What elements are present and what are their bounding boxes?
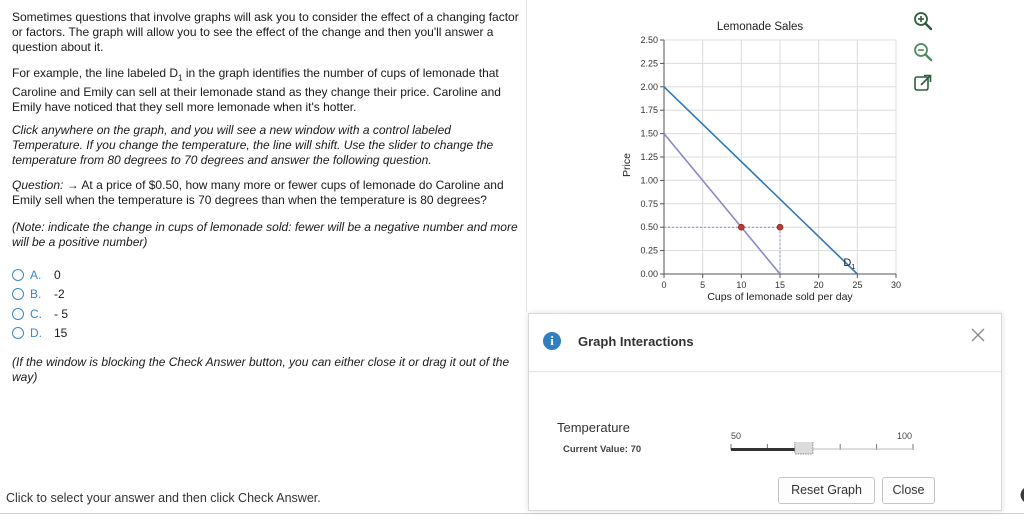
answer-options: [12, 265, 68, 343]
slider-max-label: 100: [897, 431, 913, 441]
y-tick-label: 2.00: [640, 81, 658, 92]
x-axis-label: Cups of lemonade sold per day: [707, 291, 853, 303]
graph-interactions-dialog[interactable]: [528, 313, 1002, 511]
dialog-title: Graph Interactions: [578, 334, 694, 349]
close-icon[interactable]: [969, 326, 987, 344]
y-tick-label: 1.25: [640, 152, 658, 162]
y-tick-label: 1.50: [640, 128, 658, 139]
current-value-label: Current Value: 70: [563, 444, 642, 455]
lemonade-sales-chart[interactable]: [600, 10, 910, 310]
slider-min-label: 50: [731, 431, 742, 441]
data-point-marker[interactable]: [777, 224, 783, 230]
y-tick-label: 0.75: [640, 198, 658, 209]
chart-grid: [664, 40, 896, 274]
chart-axes: [640, 35, 901, 290]
instructions-text: Click anywhere on the graph, and you will see a new window with a control labeled Temperature. If you change the temperature, the line will shift. Use the slider to change the temperature from 80 degrees to 70 degrees and answer the following question.: [12, 123, 494, 167]
y-tick-label: 1.00: [640, 175, 658, 186]
note-text: (Note: indicate the change in cups of lemonade sold: fewer will be a negative number and more will be a positive number): [12, 220, 518, 249]
footer-instruction: Click to select your answer and then click Check Answer.: [6, 491, 321, 505]
chart-title: Lemonade Sales: [716, 21, 804, 33]
dialog-header[interactable]: [529, 314, 1001, 372]
x-tick-label: 30: [890, 280, 902, 290]
graph-toolbar: [912, 10, 936, 103]
y-tick-label: 1.75: [640, 105, 658, 116]
close-button[interactable]: Close: [882, 477, 935, 504]
y-axis-label: Price: [621, 153, 633, 177]
zoom-in-icon[interactable]: [912, 10, 934, 32]
popout-icon[interactable]: [912, 72, 934, 94]
data-point-marker[interactable]: [738, 224, 744, 230]
option-d[interactable]: D. 15: [12, 324, 68, 344]
slider-label: Temperature: [557, 420, 630, 435]
y-tick-label: 0.00: [640, 269, 658, 279]
slider-thumb[interactable]: [795, 442, 813, 454]
window-note-text: (If the window is blocking the Check Answer button, you can either close it or drag it out of the way): [12, 355, 510, 384]
scroll-edge-indicator: [1014, 480, 1024, 510]
x-tick-label: 15: [774, 280, 786, 290]
slider-fill: [731, 448, 804, 451]
option-c[interactable]: C. - 5: [12, 304, 68, 324]
bottom-divider: [0, 513, 1024, 514]
y-tick-label: 0.50: [640, 222, 658, 233]
option-a[interactable]: A. 0: [12, 265, 68, 285]
radio-button[interactable]: [12, 308, 24, 320]
radio-button[interactable]: [12, 269, 24, 281]
x-tick-label: 25: [852, 280, 863, 290]
reset-graph-button[interactable]: Reset Graph: [778, 477, 875, 504]
zoom-out-icon[interactable]: [912, 41, 934, 63]
pane-divider: [526, 0, 527, 312]
y-tick-label: 0.25: [640, 245, 658, 256]
series-label-d1: $D_1$: [843, 257, 856, 271]
temperature-slider[interactable]: [729, 442, 919, 466]
y-tick-label: 2.50: [640, 35, 658, 45]
series-label-subscript: 1: [851, 262, 856, 271]
radio-button[interactable]: [12, 327, 24, 339]
x-tick-label: 20: [813, 280, 824, 290]
y-tick-label: 2.25: [640, 58, 658, 69]
info-icon: i: [543, 332, 561, 350]
option-b[interactable]: B. -2: [12, 285, 68, 305]
x-tick-label: 0: [661, 280, 667, 290]
radio-button[interactable]: [12, 288, 24, 300]
intro-text: Sometimes questions that involve graphs will ask you to consider the effect of a changing factor or factors. The graph will allow you to see the effect of the change and then you'll answer a question about it.: [12, 10, 519, 54]
example-text: For example, the line labeled $D_1$ in the graph identifies the number of cups of lemonade that Caroline and Emily can sell at their lemonade stand as they change their price. Caroline and Emily have noticed that they sell more lemonade when it's hotter.: [12, 66, 501, 115]
question-text: Question: → At a price of $0.50, how many more or fewer cups of lemonade do Caroline and Emily sell when the temperature is 70 degrees than when the temperature is 80 degrees?: [12, 178, 504, 207]
x-tick-label: 10: [736, 280, 747, 290]
x-tick-label: 5: [700, 280, 706, 290]
